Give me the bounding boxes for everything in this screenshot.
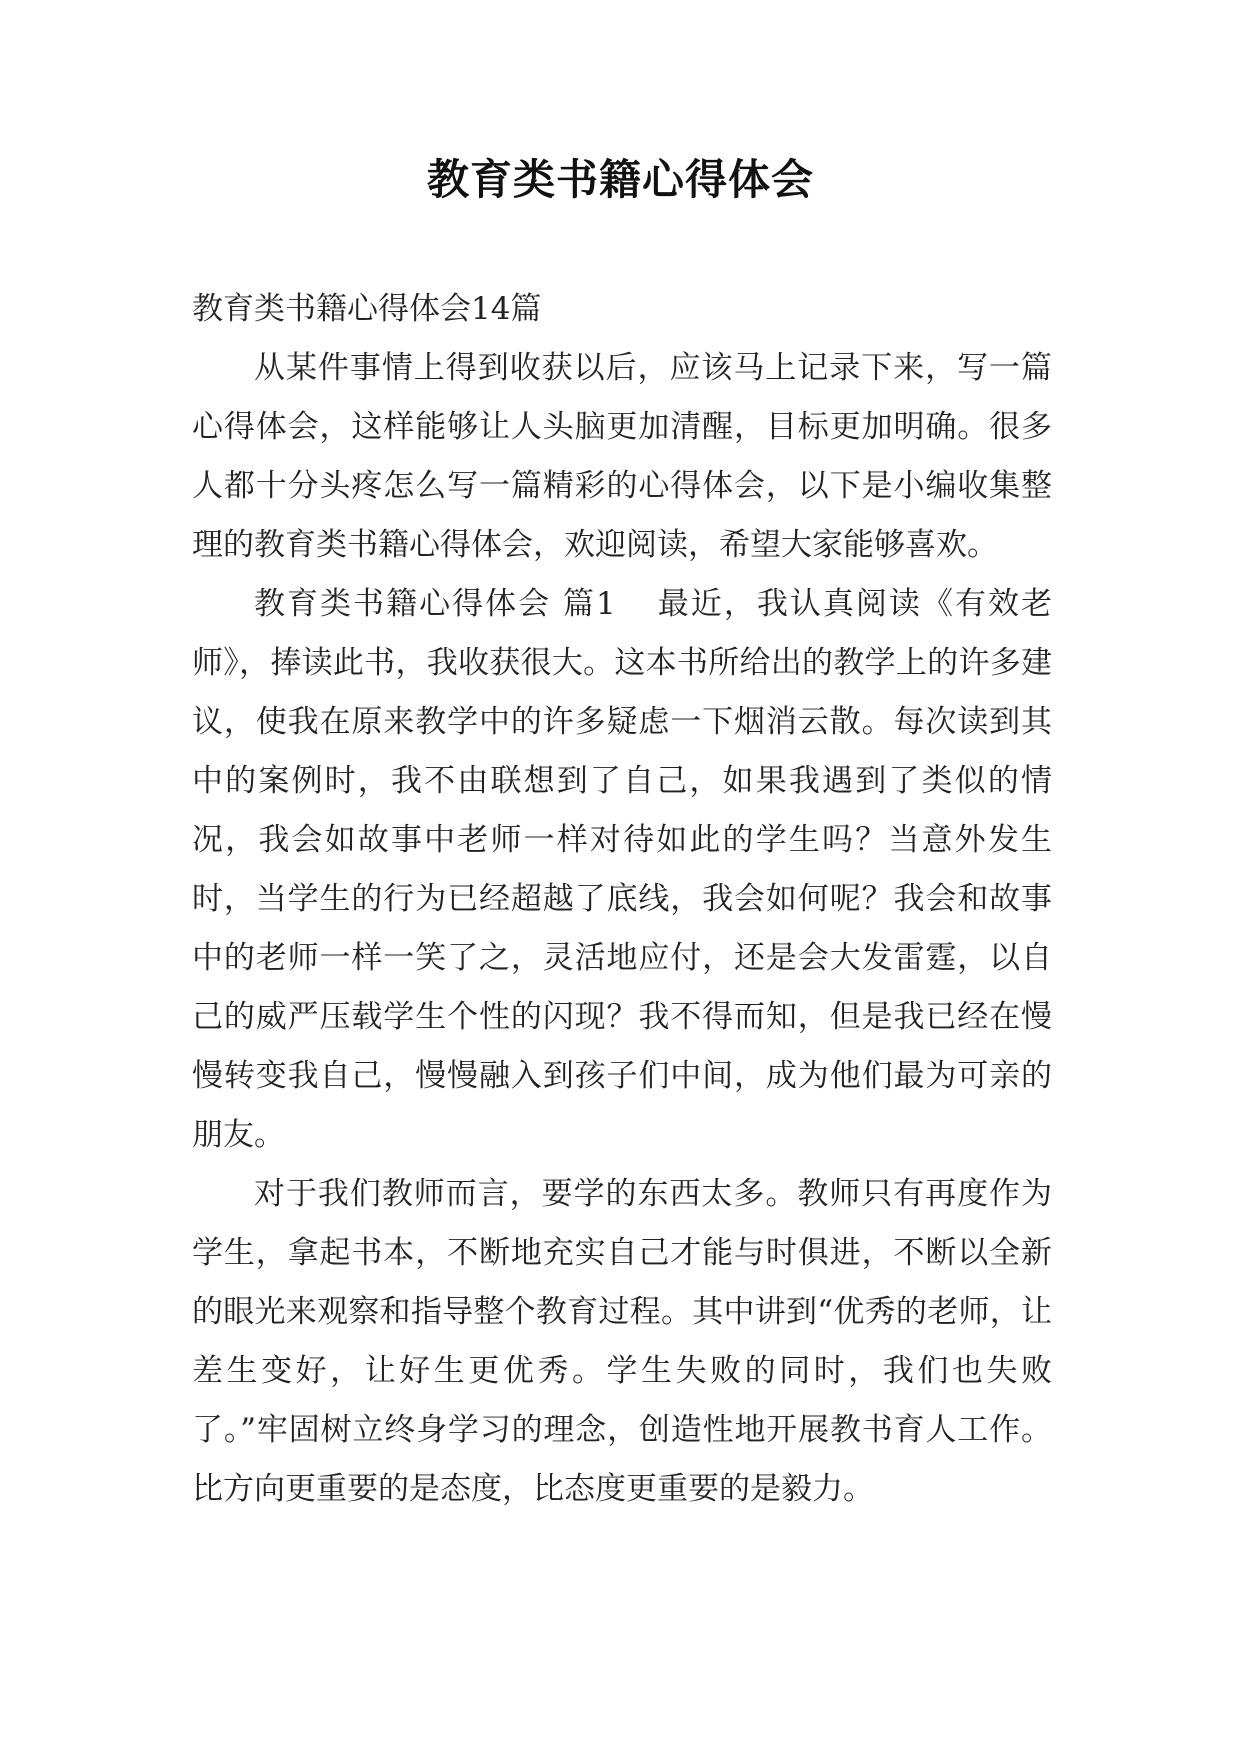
section1-paragraph bbox=[192, 575, 1052, 1165]
section1-text: 最近，我认真阅读《有效老师》，捧读此书，我收获很大。这本书所给出的教学上的许多建议，使我在原来教学中的许多疑虑一下烟消云散。每次读到其中的案例时，我不由联想到了自己，如果我遇到了类似的情况，我会如故事中老师一样对待如此的学生吗？当意外发生时，当学生的行为已经超越了底线，我会如何呢？我会和故事中的老师一样一笑了之，灵活地应付，还是会大发雷霆，以自己的威严压载学生个性的闪现？我不得而知，但是我已经在慢慢转变我自己，慢慢融入到孩子们中间，成为他们最为可亲的朋友。 bbox=[192, 586, 1053, 1153]
document-title: 教育类书籍心得体会 bbox=[426, 155, 814, 204]
document-body bbox=[192, 280, 1052, 1519]
intro-paragraph: 从某件事情上得到收获以后，应该马上记录下来，写一篇心得体会，这样能够让人头脑更加清醒，目标更加明确。很多人都十分头疼怎么写一篇精彩的心得体会，以下是小编收集整理的教育类书籍心得体会，欢迎阅读，希望大家能够喜欢。 bbox=[192, 350, 1052, 563]
section1-heading: 教育类书籍心得体会 篇1 bbox=[254, 586, 616, 622]
section1-paragraph-2: 对于我们教师而言，要学的东西太多。教师只有再度作为学生，拿起书本，不断地充实自己才能与时俱进，不断以全新的眼光来观察和指导整个教育过程。其中讲到“优秀的老师，让差生变好，让好生更优秀。学生失败的同时，我们也失败了。”牢固树立终身学习的理念，创造性地开展教书育人工作。比方向更重要的是态度，比态度更重要的是毅力。 bbox=[192, 1176, 1052, 1507]
document-subtitle: 教育类书籍心得体会14篇 bbox=[192, 291, 542, 327]
